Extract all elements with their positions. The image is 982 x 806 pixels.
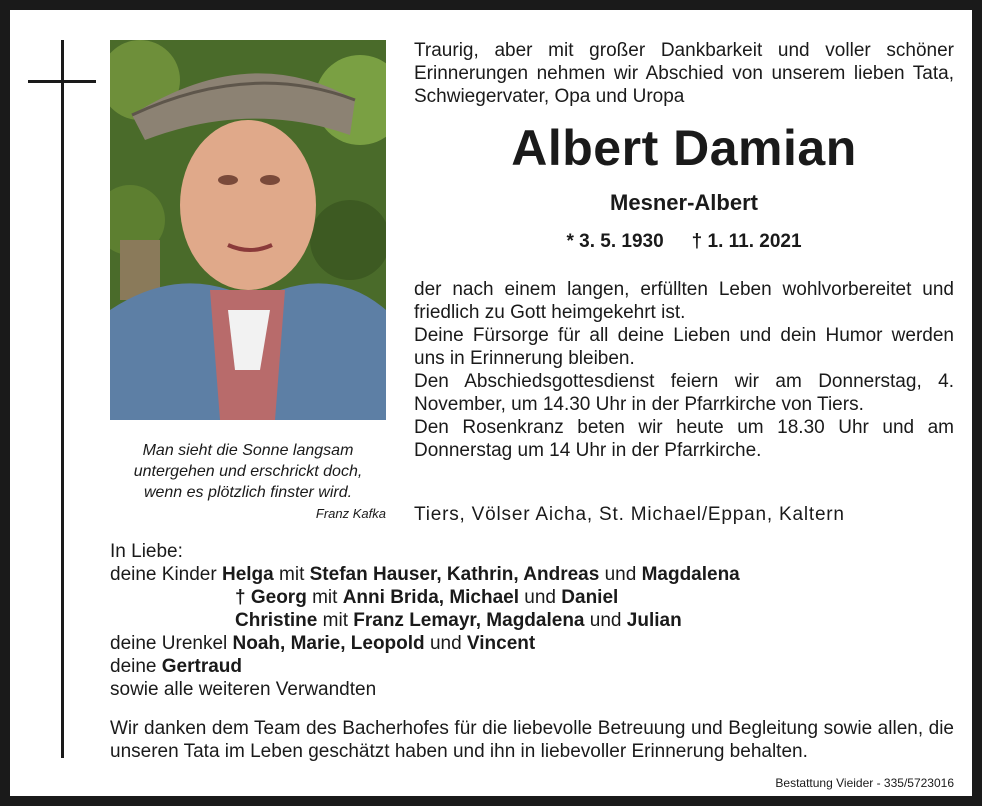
funeral-home-footer: Bestattung Vieider - 335/5723016 (775, 776, 954, 790)
family-row-children-3: Christine mit Franz Lemayr, Magdalena und Julian (235, 610, 682, 631)
family-row-wife: deine Gertraud (110, 656, 243, 677)
cross-icon-bar (28, 80, 96, 83)
life-dates (414, 231, 954, 253)
body-paragraph: Den Rosenkranz beten wir heute um 18.30 Uhr und am Donnerstag um 14 Uhr in der Pfarrkirche. (414, 417, 954, 461)
body-paragraph: Den Abschiedsgottesdienst feiern wir am Donnerstag, 4. November, um 14.30 Uhr in der Pfarrkirche von Tiers. (414, 371, 954, 415)
family-row-others: sowie alle weiteren Verwandten (110, 679, 377, 700)
nickname: Mesner-Albert (610, 190, 758, 215)
body-text (414, 278, 954, 462)
body-paragraph: der nach einem langen, erfüllten Leben wohlvorbereitet und friedlich zu Gott heimgekehrt ist. (414, 279, 954, 323)
quote-line: wenn es plötzlich finster wird. (143, 484, 353, 501)
family-row-children: deine Kinder Helga mit Stefan Hauser, Kathrin, Andreas und Magdalena (110, 564, 740, 585)
birth-date: * 3. 5. 1930 (566, 231, 664, 252)
places: Tiers, Völser Aicha, St. Michael/Eppan, Kaltern (414, 504, 845, 525)
quote-author: Franz Kafka (315, 506, 386, 521)
death-date: † 1. 11. 2021 (691, 231, 802, 252)
obituary-card (10, 10, 972, 796)
thanks-text: Wir danken dem Team des Bacherhofes für die liebevolle Betreuung und Begleitung sowie allen, die unseren Tata im Leben geschätzt haben und ihn in liebevoller Erinnerung behalten. (110, 718, 954, 762)
body-paragraph: Deine Fürsorge für all deine Lieben und dein Humor werden uns in Erinnerung bleiben. (414, 325, 954, 369)
portrait-photo (110, 40, 386, 420)
cross-icon (61, 40, 64, 758)
family-row-children-2: † Georg mit Anni Brida, Michael und Daniel (235, 587, 619, 608)
deceased-name: Albert Damian (511, 120, 857, 176)
family-heading: In Liebe: (110, 541, 183, 562)
quote-line: untergehen und erschrickt doch, (133, 463, 363, 480)
intro-text: Traurig, aber mit großer Dankbarkeit und voller schöner Erinnerungen nehmen wir Abschied von unserem lieben Tata, Schwiegervater, Opa und Uropa (414, 40, 954, 107)
quote (110, 440, 386, 503)
family-list (110, 540, 970, 701)
quote-line: Man sieht die Sonne langsam (142, 442, 354, 459)
family-row-great-grandchildren: deine Urenkel Noah, Marie, Leopold und Vincent (110, 633, 536, 654)
